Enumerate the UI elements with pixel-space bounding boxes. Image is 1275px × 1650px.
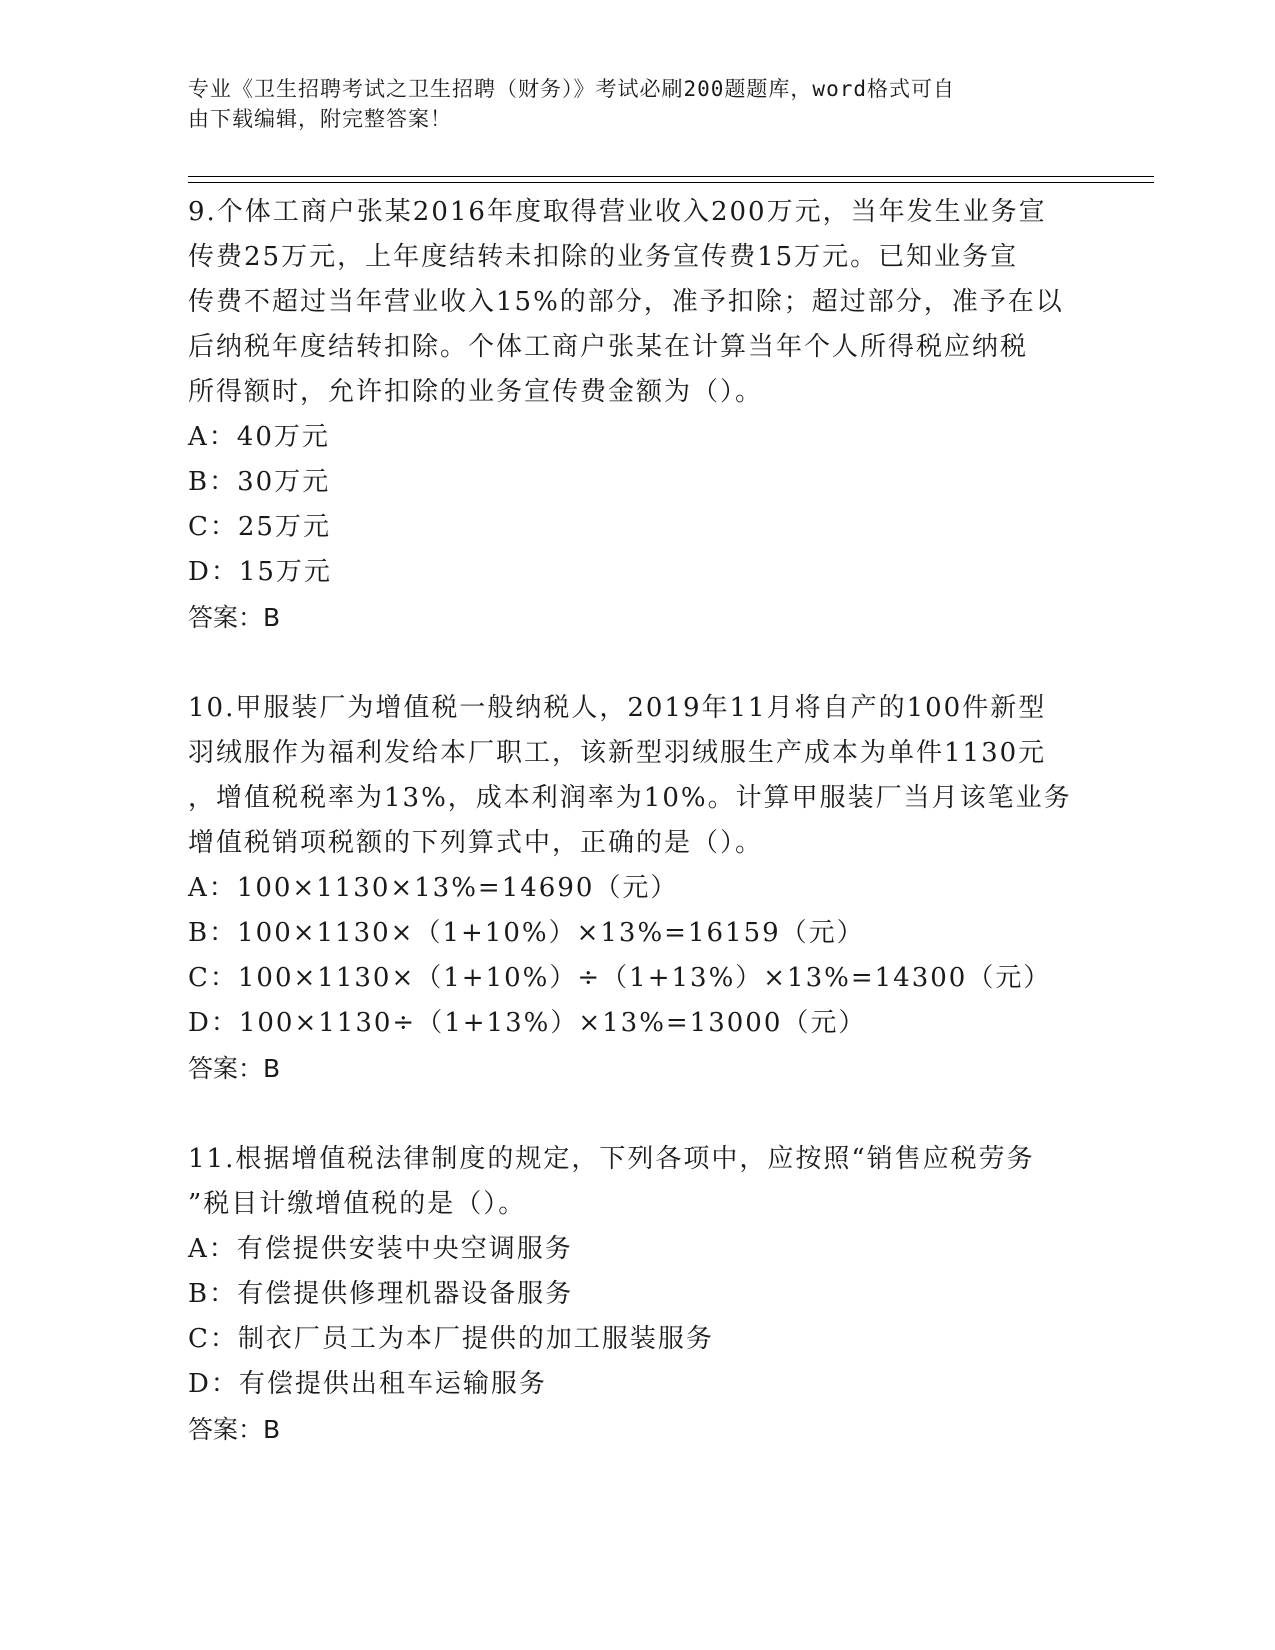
document-header <box>188 74 1068 134</box>
option-c: C：25万元 <box>188 512 331 542</box>
question-text-line: 10.甲服装厂为增值税一般纳税人，2019年11月将自产的100件新型 <box>188 693 1047 723</box>
option-d: D：有偿提供出租车运输服务 <box>188 1369 547 1399</box>
answer-line: 答案：B <box>188 1415 281 1444</box>
question-text-line: 后纳税年度结转扣除。个体工商户张某在计算当年个人所得税应纳税 <box>188 332 1029 362</box>
question-9 <box>188 190 1088 640</box>
option-a: A：40万元 <box>188 422 330 452</box>
answer-line: 答案：B <box>188 1054 281 1083</box>
option-a: A：有偿提供安装中央空调服务 <box>188 1234 573 1264</box>
header-divider-bottom <box>188 182 1154 183</box>
header-divider-top <box>188 176 1154 177</box>
question-text-line: 传费不超过当年营业收入15%的部分，准予扣除；超过部分，准予在以 <box>188 287 1064 317</box>
header-line-1: 专业《卫生招聘考试之卫生招聘（财务）》考试必刷200题题库，word格式可自 <box>188 77 955 101</box>
question-text-line: 增值税销项税额的下列算式中，正确的是（）。 <box>188 828 764 858</box>
option-b: B：30万元 <box>188 467 331 497</box>
option-a: A：100×1130×13%=14690（元） <box>188 873 679 903</box>
question-text-line: ”税目计缴增值税的是（）。 <box>188 1189 527 1219</box>
option-b: B：有偿提供修理机器设备服务 <box>188 1279 574 1309</box>
option-d: D：15万元 <box>188 557 332 587</box>
option-d: D：100×1130÷（1+13%）×13%=13000（元） <box>188 1008 867 1038</box>
question-text-line: 羽绒服作为福利发给本厂职工，该新型羽绒服生产成本为单件1130元 <box>188 738 1047 768</box>
question-text-line: 传费25万元，上年度结转未扣除的业务宣传费15万元。已知业务宣 <box>188 242 1019 272</box>
question-11 <box>188 1137 1088 1452</box>
question-10 <box>188 686 1088 1091</box>
option-b: B：100×1130×（1+10%）×13%=16159（元） <box>188 918 865 948</box>
option-c: C：制衣厂员工为本厂提供的加工服装服务 <box>188 1324 714 1354</box>
question-list <box>188 190 1088 1498</box>
header-line-2: 由下载编辑，附完整答案！ <box>188 107 452 131</box>
option-c: C：100×1130×（1+10%）÷（1+13%）×13%=14300（元） <box>188 963 1052 993</box>
question-text-line: 11.根据增值税法律制度的规定，下列各项中，应按照“销售应税劳务 <box>188 1144 1035 1174</box>
answer-line: 答案：B <box>188 603 281 632</box>
question-text-line: ，增值税税率为13%，成本利润率为10%。计算甲服装厂当月该笔业务 <box>188 783 1072 813</box>
question-text-line: 所得额时，允许扣除的业务宣传费金额为（）。 <box>188 377 764 407</box>
question-text-line: 9.个体工商户张某2016年度取得营业收入200万元，当年发生业务宣 <box>188 197 1047 227</box>
